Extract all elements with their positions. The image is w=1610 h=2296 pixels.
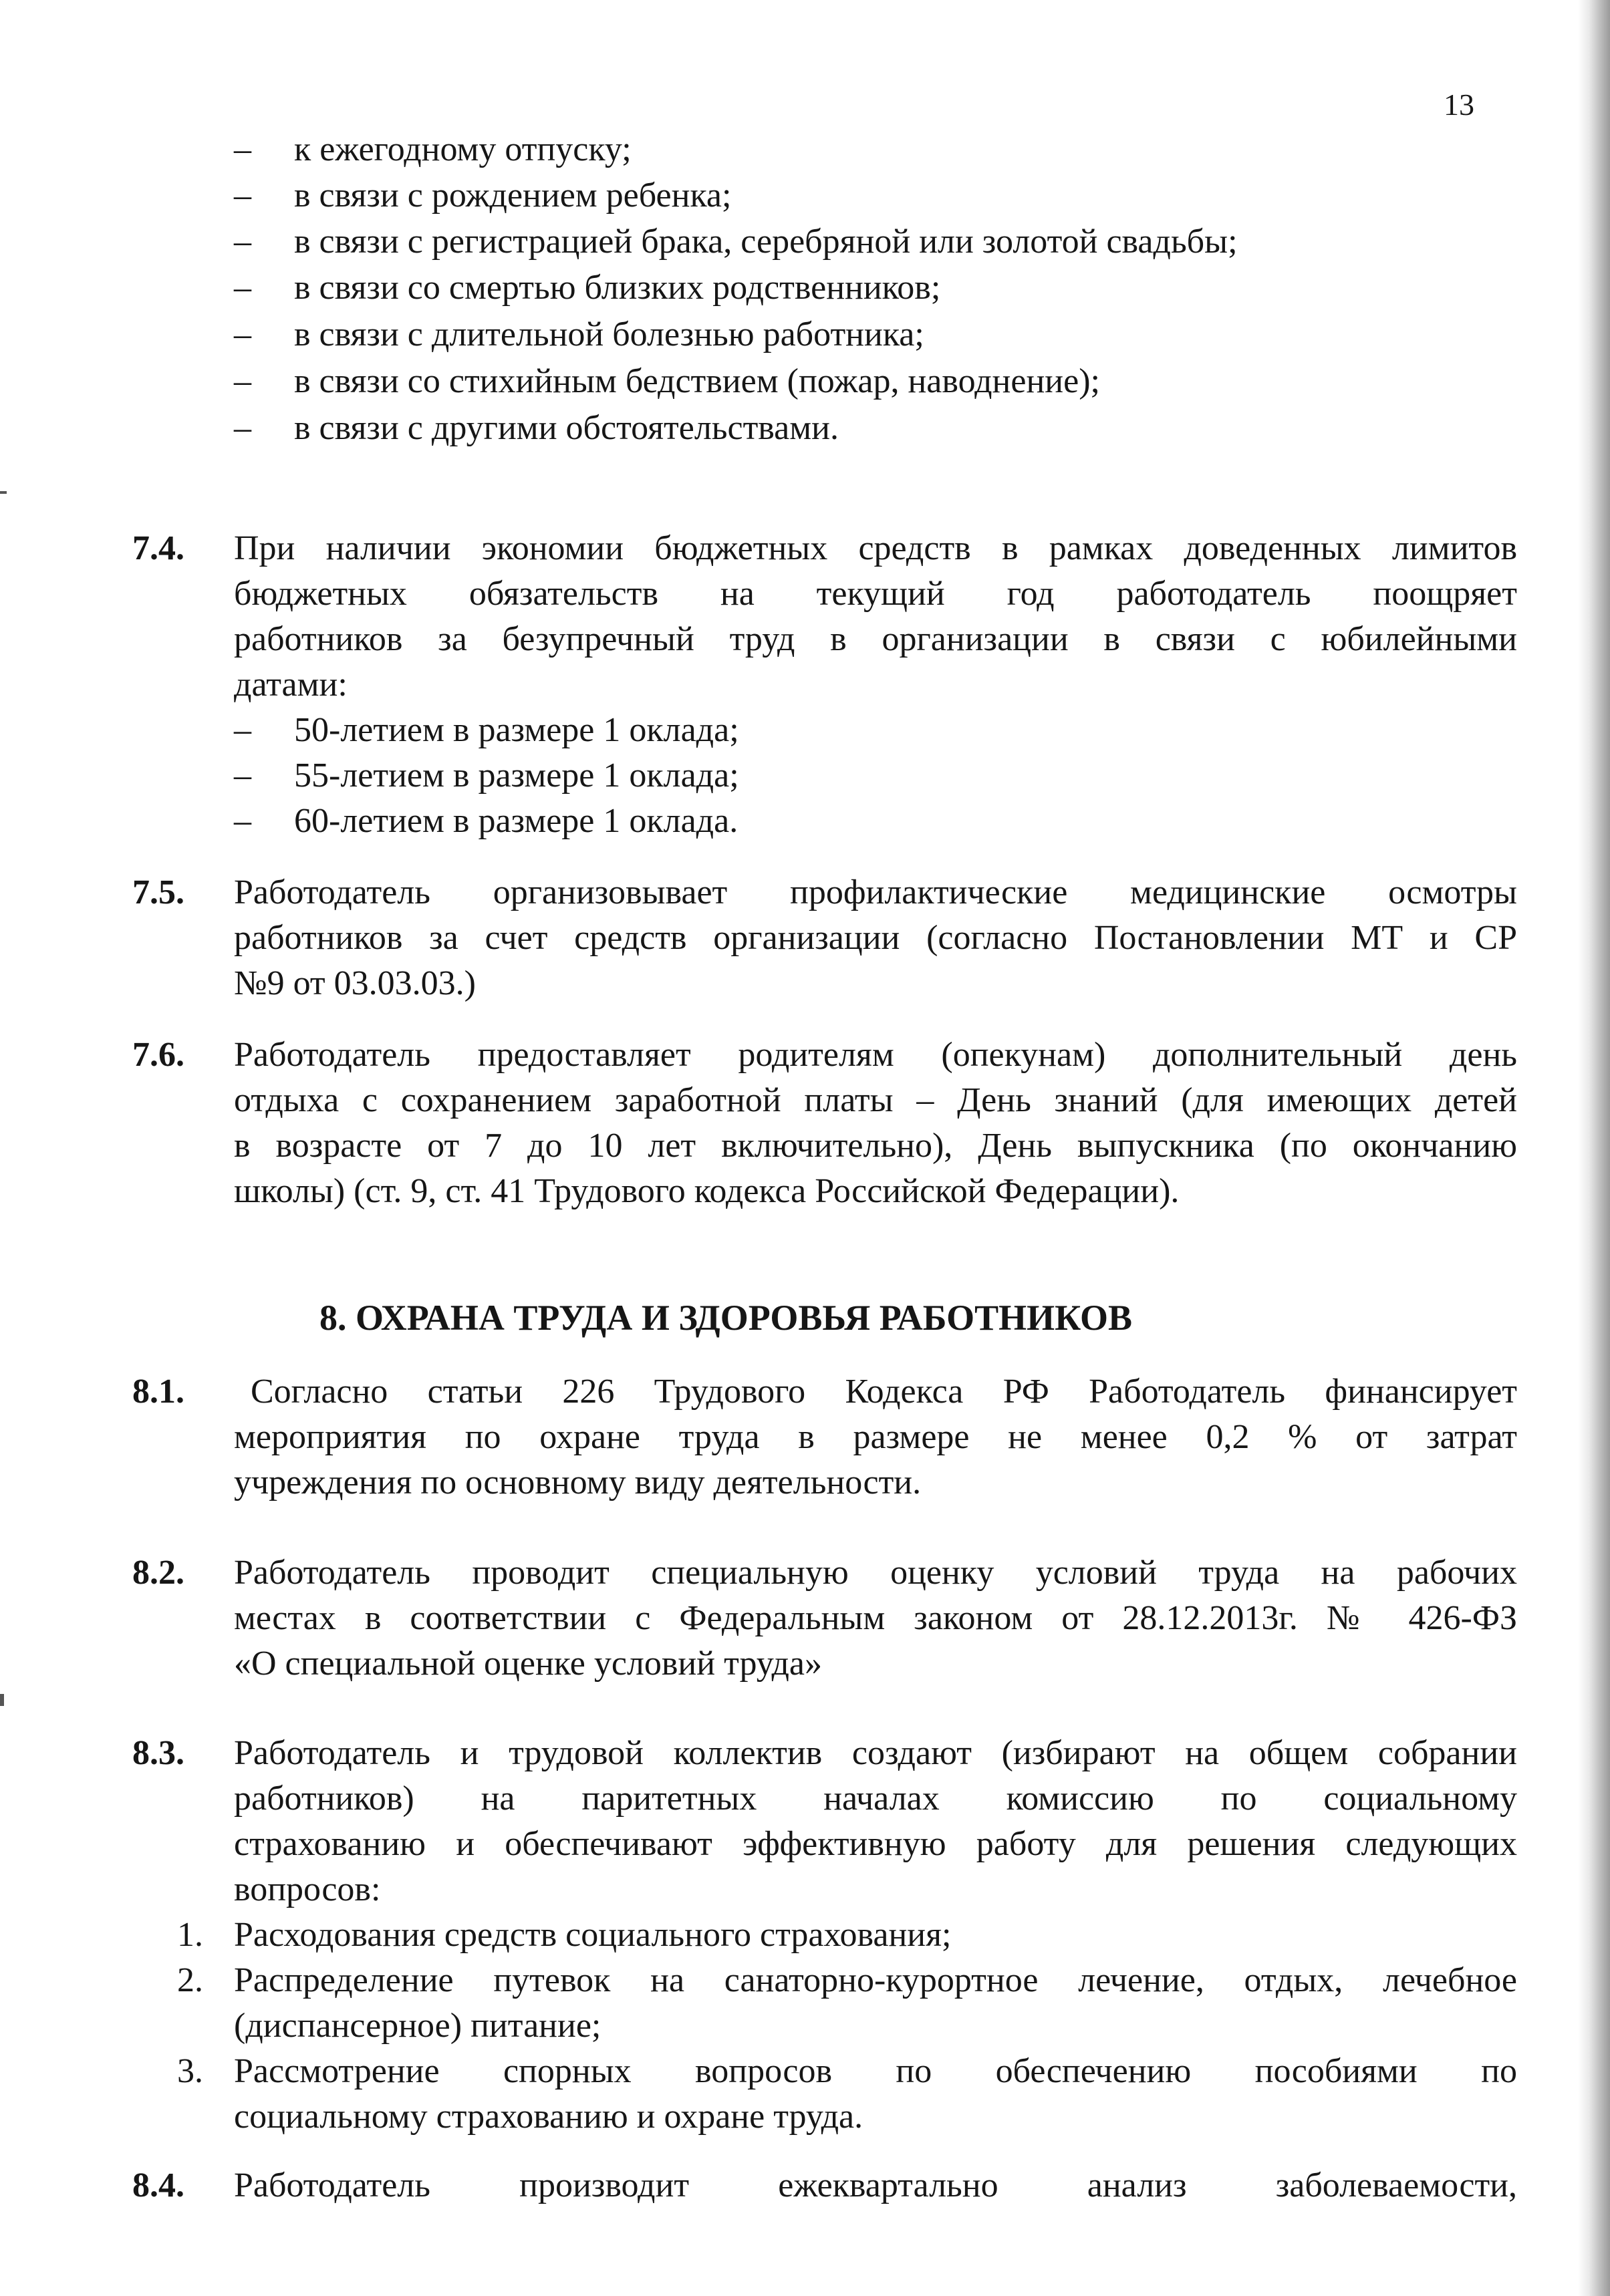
clause-line: Согласно статьи 226 Трудового Кодекса РФ Работодатель финансирует bbox=[251, 1373, 1517, 1411]
list-dash: – bbox=[234, 802, 251, 840]
list-dash: – bbox=[234, 711, 251, 749]
clause-line: школы) (ст. 9, ст. 41 Трудового кодекса Российской Федерации). bbox=[234, 1172, 1180, 1210]
clause-line: местах в соответствии с Федеральным законом от 28.12.2013г. № 426-ФЗ bbox=[234, 1599, 1517, 1637]
list-item: 55-летием в размере 1 оклада; bbox=[294, 756, 739, 795]
ordered-number: 3. bbox=[177, 2052, 203, 2090]
clause-line: работников) на паритетных началах комиссию по социальному bbox=[234, 1779, 1517, 1818]
ordered-item: Расходования средств социального страхования; bbox=[234, 1916, 952, 1954]
clause-line: мероприятия по охране труда в размере не менее 0,2 % от затрат bbox=[234, 1418, 1517, 1456]
list-dash: – bbox=[234, 409, 251, 447]
list-item: к ежегодному отпуску; bbox=[294, 130, 632, 168]
clause-line: Работодатель организовывает профилактические медицинские осмотры bbox=[234, 873, 1517, 911]
scan-margin-mark bbox=[0, 1694, 4, 1706]
list-dash: – bbox=[234, 176, 251, 214]
ordered-item: Распределение путевок на санаторно-курортное лечение, отдых, лечебное bbox=[234, 1961, 1517, 1999]
clause-line: Работодатель предоставляет родителям (опекунам) дополнительный день bbox=[234, 1036, 1517, 1074]
clause-number: 7.6. bbox=[132, 1036, 184, 1074]
clause-line: датами: bbox=[234, 666, 348, 704]
scan-page-edge bbox=[1578, 0, 1610, 2296]
list-item: 50-летием в размере 1 оклада; bbox=[294, 711, 739, 749]
clause-line: работников за безупречный труд в организации в связи с юбилейными bbox=[234, 620, 1517, 658]
clause-line: №9 от 03.03.03.) bbox=[234, 964, 476, 1002]
clause-number: 7.5. bbox=[132, 873, 184, 911]
clause-number: 8.4. bbox=[132, 2166, 184, 2204]
list-item: в связи с другими обстоятельствами. bbox=[294, 409, 839, 447]
list-item: в связи с длительной болезнью работника; bbox=[294, 315, 924, 353]
clause-line: страхованию и обеспечивают эффективную работу для решения следующих bbox=[234, 1825, 1517, 1863]
section-heading: 8. ОХРАНА ТРУДА И ЗДОРОВЬЯ РАБОТНИКОВ bbox=[319, 1298, 1132, 1338]
clause-line: учреждения по основному виду деятельности. bbox=[234, 1463, 922, 1501]
clause-number: 8.1. bbox=[132, 1373, 184, 1411]
list-dash: – bbox=[234, 362, 251, 400]
list-item: в связи с рождением ребенка; bbox=[294, 176, 732, 214]
clause-number: 7.4. bbox=[132, 529, 184, 567]
clause-line: Работодатель проводит специальную оценку условий труда на рабочих bbox=[234, 1554, 1517, 1592]
list-dash: – bbox=[234, 130, 251, 168]
clause-line: вопросов: bbox=[234, 1870, 381, 1908]
list-dash: – bbox=[234, 269, 251, 307]
clause-line: бюджетных обязательств на текущий год работодатель поощряет bbox=[234, 575, 1517, 613]
ordered-item: социальному страхованию и охране труда. bbox=[234, 2098, 863, 2136]
ordered-number: 2. bbox=[177, 1961, 203, 1999]
list-item: в связи со смертью близких родственников; bbox=[294, 269, 941, 307]
scan-margin-mark bbox=[0, 491, 7, 494]
clause-line: отдыха с сохранением заработной платы – День знаний (для имеющих детей bbox=[234, 1081, 1517, 1119]
clause-line: работников за счет средств организации (согласно Постановлении МТ и СР bbox=[234, 919, 1517, 957]
list-dash: – bbox=[234, 315, 251, 353]
ordered-number: 1. bbox=[177, 1916, 203, 1954]
list-item: в связи с регистрацией брака, серебряной или золотой свадьбы; bbox=[294, 223, 1238, 261]
list-item: 60-летием в размере 1 оклада. bbox=[294, 802, 739, 840]
clause-line: в возрасте от 7 до 10 лет включительно), День выпускника (по окончанию bbox=[234, 1127, 1517, 1165]
list-dash: – bbox=[234, 756, 251, 795]
clause-line: При наличии экономии бюджетных средств в рамках доведенных лимитов bbox=[234, 529, 1517, 567]
page-number: 13 bbox=[1444, 88, 1474, 122]
clause-line: Работодатель производит ежеквартально анализ заболеваемости, bbox=[234, 2166, 1517, 2204]
list-item: в связи со стихийным бедствием (пожар, наводнение); bbox=[294, 362, 1100, 400]
clause-line: «О специальной оценке условий труда» bbox=[234, 1644, 823, 1683]
clause-number: 8.3. bbox=[132, 1734, 184, 1772]
list-dash: – bbox=[234, 223, 251, 261]
ordered-item: Рассмотрение спорных вопросов по обеспечению пособиями по bbox=[234, 2052, 1517, 2090]
ordered-item: (диспансерное) питание; bbox=[234, 2007, 601, 2045]
clause-line: Работодатель и трудовой коллектив создают (избирают на общем собрании bbox=[234, 1734, 1517, 1772]
clause-number: 8.2. bbox=[132, 1554, 184, 1592]
